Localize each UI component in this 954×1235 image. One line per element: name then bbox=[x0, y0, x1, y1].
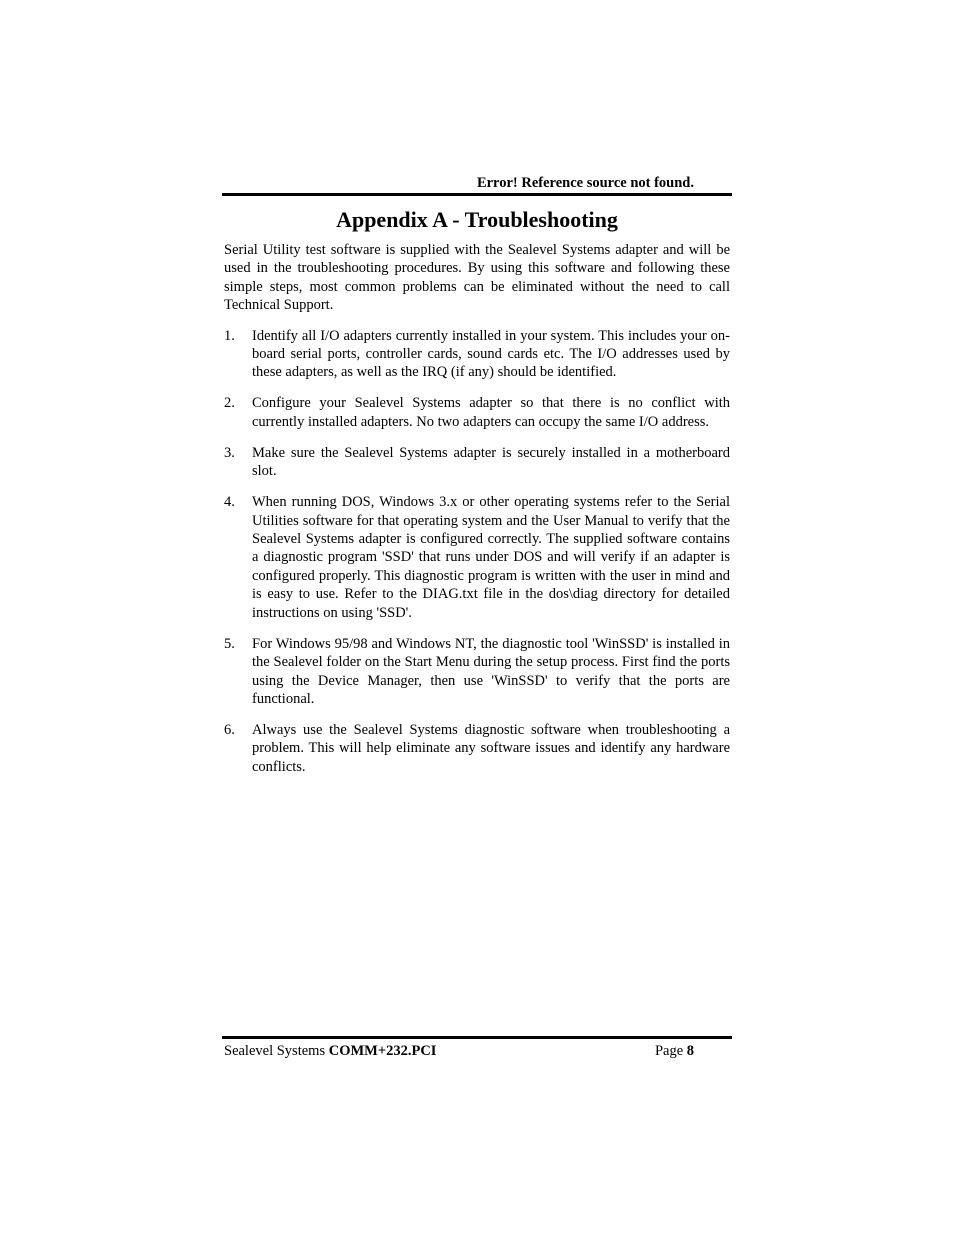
footer-product: COMM+232.PCI bbox=[328, 1043, 437, 1059]
footer-page-label: Page bbox=[654, 1043, 684, 1059]
step-text: Always use the Sealevel Systems diagnostic software when troubleshooting a problem. This will help eliminate any software issues and identify any hardware conflicts. bbox=[252, 721, 730, 775]
step-text: When running DOS, Windows 3.x or other operating systems refer to the Serial Utilities software for that operating system and the User Manual to verify that the Sealevel Systems adapter is configured correctly. The supplied software contains a diagnostic program 'SSD' that runs under DOS and will verify if an adapter is configured properly. This diagnostic program is written with the user in mind and is easy to use. Refer to the DIAG.txt file in the dos\diag directory for detailed instructions on using 'SSD'. bbox=[252, 494, 730, 621]
body-content bbox=[224, 241, 730, 789]
step-text: Make sure the Sealevel Systems adapter is securely installed in a motherboard slot. bbox=[252, 444, 730, 480]
troubleshooting-steps bbox=[224, 327, 730, 777]
step-3 bbox=[224, 444, 730, 481]
step-text: Configure your Sealevel Systems adapter so that there is no conflict with currently installed adapters. No two adapters can occupy the same I/O address. bbox=[252, 395, 730, 430]
footer-rule bbox=[222, 1036, 732, 1039]
step-number: 2. bbox=[224, 395, 235, 412]
page-title: Appendix A - Troubleshooting bbox=[336, 207, 618, 232]
footer-page-number: 8 bbox=[686, 1043, 694, 1059]
step-text: For Windows 95/98 and Windows NT, the diagnostic tool 'WinSSD' is installed in the Sealevel folder on the Start Menu during the setup process. First find the ports using the Device Manager, then use 'WinSSD' to verify that the ports are functional. bbox=[252, 635, 730, 707]
step-2 bbox=[224, 394, 730, 431]
step-text: Identify all I/O adapters currently installed in your system. This includes your on-board serial ports, controller cards, sound cards etc. The I/O addresses used by these adapters, as well as the IRQ (if any) should be identified. bbox=[252, 327, 730, 381]
step-number: 5. bbox=[224, 635, 235, 652]
step-number: 1. bbox=[224, 327, 235, 344]
step-6 bbox=[224, 721, 730, 776]
step-number: 6. bbox=[224, 721, 235, 738]
step-1 bbox=[224, 327, 730, 382]
step-number: 3. bbox=[224, 444, 235, 461]
running-header: Error! Reference source not found. bbox=[476, 175, 694, 191]
intro-paragraph: Serial Utility test software is supplied with the Sealevel Systems adapter and will be used in the troubleshooting procedures. By using this software and following these simple steps, most common problems can be eliminated without the need to call Technical Support. bbox=[224, 242, 730, 314]
footer-page-info bbox=[600, 1042, 694, 1060]
footer-company: Sealevel Systems bbox=[224, 1043, 326, 1059]
step-5 bbox=[224, 635, 730, 709]
header-rule bbox=[222, 193, 732, 196]
step-4 bbox=[224, 493, 730, 622]
footer-product-info bbox=[224, 1042, 436, 1060]
step-number: 4. bbox=[224, 494, 235, 511]
